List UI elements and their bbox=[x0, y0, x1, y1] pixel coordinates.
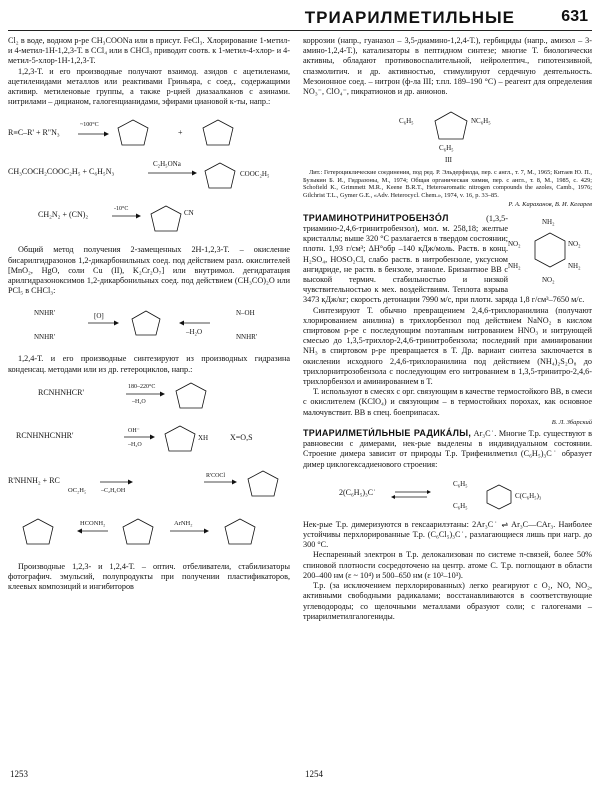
left-para-2h: Общий метод получения 2-замещенных 2H-1,2,3-Т. – окисление бисарилгидразонов 1,2-дикарбонильных соед. под действием разл. окислителей [MnO₂, HgO, соли Cu (II), K₂Cr₂O₇] или внутримол. дегидратация арилгидразоноксимов 1,2-дикарбонильных соед. под действием (CH₃CO)₂O или PCl₅ в CHCl₃: bbox=[8, 245, 290, 296]
page-number-left: 1253 bbox=[10, 769, 28, 779]
scheme3-lhs: CH₂N₂ + (CN)₂ bbox=[38, 210, 89, 220]
arrow-head bbox=[179, 321, 184, 326]
tatb-no2-bottom: NO₂ bbox=[542, 275, 555, 284]
scheme3-cn: CN bbox=[184, 209, 194, 218]
trityl-text-4: Т.р. (за исключением перхлорированных) легко реагируют с O₂, NO, NO₂, активными свободными радикалами; восстанавливаются в соответствующие углеводороды; со щелочными металлами образуют соли; с галогенами – триарилметилгалогениды. bbox=[303, 581, 592, 621]
scheme-imidate bbox=[8, 464, 290, 508]
scheme4-ox: [O] bbox=[94, 312, 104, 321]
triazole-ring-1 bbox=[118, 120, 148, 145]
left-para-124: 1,2,4-Т. и его производные синтезируют из производных гидразина конденсац. методами или из др. гетероциклов, напр.: bbox=[8, 354, 290, 374]
scheme7-lhs: R'NHNH₂ + RC bbox=[8, 475, 60, 485]
scheme-ester bbox=[8, 159, 290, 199]
scheme2-substituent: COOC₂H₅ bbox=[240, 170, 270, 179]
scheme4-water: –H₂O bbox=[186, 328, 203, 337]
triazole-ring-6 bbox=[176, 383, 206, 408]
scheme8-reagent2: ArNH₂ bbox=[174, 519, 193, 527]
tatb-nh2-right: NH₂ bbox=[568, 261, 581, 270]
arrow-head bbox=[427, 490, 431, 494]
tatb-no2-left: NO₂ bbox=[508, 239, 521, 248]
arrow-head bbox=[160, 391, 165, 396]
tatb-nh2-left: NH₂ bbox=[508, 261, 521, 270]
tatb-structure bbox=[508, 213, 592, 287]
scheme6-xh: XH bbox=[198, 433, 209, 442]
scheme2-cond: C₂H₅ONa bbox=[153, 160, 181, 169]
scheme-diazomethane-svg bbox=[8, 202, 290, 242]
scheme-oxadiazole-svg bbox=[8, 511, 290, 559]
scheme3-cond: -10°C bbox=[114, 206, 129, 213]
right-intro: коррозии (напр., гуаназол – 3,5-диамино-1,2,4-Т.), гербициды (напр., амизол – 3-амино-1,2,4-Т.), катализаторы в пептидном синтезе; многие Т. биологически активны, обладают противовоспалительной, нейролептич., гипотензивной, спазмолитич. и др. активностью, стимулируют сердечную деятельность. Мезоионное соед. – нитрон (ф-ла III; т.пл. 189–190 °C) – реагент для определения NO₃⁻, ClO₄⁻, пикратионов и др. анионов. bbox=[303, 36, 592, 97]
page-number-top: 631 bbox=[561, 8, 588, 25]
tatb-nh2-top: NH₂ bbox=[542, 217, 555, 226]
tatb-no2-right: NO₂ bbox=[568, 239, 581, 248]
scheme6-lhs: RCNHNHCNHR' bbox=[16, 430, 74, 440]
nitron-nc6h5: NC₆H₅ bbox=[471, 117, 491, 126]
arrow-head bbox=[104, 132, 109, 137]
scheme-diacylhydrazine bbox=[8, 378, 290, 418]
scheme4-nnhr-bottom: NNHR' bbox=[34, 333, 56, 342]
arrow-head bbox=[150, 434, 155, 439]
scheme-oxidation-svg bbox=[8, 299, 290, 351]
arrow-head bbox=[77, 528, 82, 533]
tatb-text-2: Синтезируют Т. обычно превращением 2,4,6-трихлоранилина (получают хлорированием анилина) в трихлорбензол под действием NaNO₂ в кислом спиртовом р-ре с последующим поэтапным нитрованием HNO₃ и нитрующей смесью до 1,3,5-трихлор-2,4,6-тринитробензола; последний при аминировании NH₃ в спиртовом р-ре превращается в Т. Др. вариант синтеза заключается в окислении исходного 2,4,6-трихлоранилина под действием (NH₄)₂S₂O₈ до трихлорнитрозобензола с последующим его нитрованием в 1,3,5-тринитро-2,4,6-трихлорбензол и аминированием в Т. bbox=[303, 305, 592, 387]
signature-2: В. Л. Збарский bbox=[551, 418, 592, 426]
triazole-ring-2 bbox=[203, 120, 233, 145]
scheme6-x: X=O,S bbox=[230, 432, 253, 442]
cyclohexadiene-ring bbox=[487, 485, 511, 509]
scheme-oxadiazole bbox=[8, 511, 290, 559]
right-column bbox=[303, 36, 592, 622]
arrow-head bbox=[204, 528, 209, 533]
scheme6-water: –H₂O bbox=[128, 441, 142, 448]
scheme4-nnhr-right: NNHR' bbox=[236, 333, 258, 342]
trityl-text-3: Неспаренный электрон в Т.р. делокализован по системе π-связей, более 50% спиновой плотности сосредоточено на центр. атоме С. Т.р. поглощают в области 200–400 нм (ε ~ 10⁴) и 500–650 нм (ε 10²–10³). bbox=[303, 550, 592, 580]
nitron-ring bbox=[435, 112, 467, 139]
left-column bbox=[8, 36, 290, 592]
trityl-dimer-scheme bbox=[303, 473, 592, 517]
triazole-ring-8 bbox=[248, 471, 278, 496]
nitron-phenyl-1: C₆H₅ bbox=[399, 117, 414, 126]
triazole-ring-5 bbox=[132, 311, 160, 335]
arrow-head bbox=[391, 495, 395, 499]
scheme4-noh: N–OH bbox=[236, 309, 255, 318]
arrow-head bbox=[232, 479, 237, 484]
benzene-ring bbox=[535, 233, 565, 267]
scheme4-nnhr-top: NNHR' bbox=[34, 309, 56, 318]
scheme5-cond: 180–220°C bbox=[128, 383, 156, 390]
running-title: ТРИАРИЛМЕТИЛЬНЫЕ bbox=[304, 8, 515, 27]
scheme7-reagent1: –C₂H₅OH bbox=[101, 487, 126, 494]
scheme1-lhs: R≡C–R' + R"N₃ bbox=[8, 128, 60, 138]
scheme-azide-alkyne bbox=[8, 110, 290, 156]
trityl-text-1: Многие Т.р. существуют в равновесии с димерами, нек-рые выделены в индивидуальном состоянии. Строение димера зависит от природы Т.р. Трифенилметил (C₆H₅)₃C˙ образует димер циклогексадиенового строения: bbox=[303, 429, 592, 469]
scheme-oxidation bbox=[8, 299, 290, 351]
tatb-text-1: (1,3,5-триамино-2,4,6-тринитробензол), мол. м. 258,18; желтые кристаллы; выше 320 °C разлагается в твердом состоянии; плотн. 1,93 г/см³; ΔH°обр –140 кДж/моль. Раств. в конц. H₂SO₄, HOSO₂Cl, слабо раств. в нитробензоле, уксусном ангидриде, не раств. в бензоле, этаноле. Бризантное ВВ с высокой термич. стабильностью и низкой чувствительностью к мех. воздействиям. Теплота взрыва 3473 кДж/кг; скорость детонации 7990 м/с, при плотн. заряда 1,8 г/см³–7650 м/с. bbox=[303, 213, 585, 305]
arrow-head bbox=[136, 214, 141, 219]
nitron-phenyl-2: C₆H₅ bbox=[439, 144, 454, 153]
triazole-ring-10 bbox=[225, 519, 255, 544]
scheme7-reagent2: R'COCl bbox=[206, 472, 226, 479]
signature-1: Р. А. Караханов, В. И. Келарев bbox=[508, 200, 592, 208]
left-para-123: 1,2,3-Т. и его производные получают взаимод. азидов с ацетиленами, ацетиленидами металлов или реактивами Гриньяра, с соед., содержащими активир. метиленовые группы, а также р-цией диазаалканов с азинами. нитрилами – дицианом, галогенцианидами, эфирами циановой к-ты, напр.: bbox=[8, 66, 290, 107]
scheme7-oc2h5: OC₂H₅ bbox=[68, 486, 87, 494]
scheme5-lhs: RCNHNHCR' bbox=[38, 387, 84, 397]
arrow-head bbox=[114, 321, 119, 326]
oxadiazole-ring bbox=[123, 519, 153, 544]
scheme-thiosemicarbazide bbox=[8, 421, 290, 461]
scheme8-reagent1: HCONH₂ bbox=[80, 519, 106, 527]
dimer-lhs: 2(C₆H₅)₃C˙ bbox=[339, 487, 376, 497]
triazole-ring-7 bbox=[165, 426, 195, 451]
entry-title-trityl: ТРИАРИЛМЕТИ́ЛЬНЫЕ РАДИКА́ЛЫ, bbox=[303, 428, 472, 439]
dimer-trityl-group: C(C₆H₅)₃ bbox=[515, 491, 542, 500]
triazole-ring-9 bbox=[23, 519, 53, 544]
dimer-phenyl-b: C₆H₅ bbox=[453, 501, 468, 510]
left-para-end: Производные 1,2,3- и 1,2,4-Т. – оптич. отбеливатели, стабилизаторы фотографич. эмульсий, полупродукты при получении пластификаторов, клеевых композиций и ингибиторов bbox=[8, 561, 290, 592]
scheme1-cond: ~100°C bbox=[80, 122, 99, 129]
triazole-ring-4 bbox=[151, 206, 181, 231]
page-number-right: 1254 bbox=[305, 769, 323, 779]
scheme1-plus: + bbox=[178, 128, 183, 138]
trityl-formula: Ar₃C˙. bbox=[473, 429, 497, 439]
dimer-phenyl-a: C₆H₅ bbox=[453, 479, 468, 488]
arrow-head bbox=[192, 171, 197, 176]
scheme-diazomethane bbox=[8, 202, 290, 242]
arrow-head bbox=[128, 479, 133, 484]
header-rule bbox=[8, 30, 592, 31]
trityl-text-2: Нек-рые Т.р. димеризуются в гексаарилэтаны: 2Ar₃C˙ ⇌ Ar₃C—CAr₃. Наиболее устойчивы перхлорированные Т.р. (C₆Cl₅)₃C˙, разлагающиеся лишь при нагр. до 300 °C. bbox=[303, 519, 592, 550]
nitron-label: III bbox=[445, 156, 452, 165]
nitron-structure bbox=[303, 100, 592, 166]
literature-refs: Лит.: Гетероциклические соединения, под ред. Р. Эльдерфилда, пер. с англ., т. 7, М., 1965; Китаев Ю. П., Бузыкин Б. И., Гидразоны, М., 1974; Общая органическая химия, пер. с англ., т. 8, М., 1985, с. 429; Schofield K., Grimmett M.R., Keene B.R.T., Heteroaromatic nitrogen compounds the azoles, Camb., 1976; Gilchrist T.L., Gymer G.E., «Adv. Heterocycl. Chem.», 1974, v. 16, p. 33–85. bbox=[303, 169, 592, 199]
scheme6-reagent: OH⁻ bbox=[128, 427, 140, 434]
entry-title-tatb: ТРИАМИНОТРИНИТРОБЕНЗÓЛ bbox=[303, 212, 449, 223]
left-intro: Cl₂ в воде, водном р-ре CH₃COONa или в присут. FeCl₃. Хлорирование 1-метил- и 4-метил-1H-1,2,3-Т. в CCl₄ или в CHCl₃ приводит соотв. к 1-метил-4-хлор- и 4-метил-5-хлор-1H-1,2,3-Т. bbox=[8, 36, 290, 66]
scheme5-water: –H₂O bbox=[132, 398, 146, 405]
triazole-ring-3 bbox=[205, 163, 235, 188]
tatb-text-3: Т. используют в смесях с орг. связующим в качестве термостойкого ВВ, в смеси с окислителем (KClO₄) и связующим – в термостойких порохах, как основное малочувствит. ВВ в спец. боеприпасах. bbox=[303, 387, 592, 417]
scheme2-lhs: CH₃COCH₂COOC₂H₅ + C₆H₅N₃ bbox=[8, 167, 115, 177]
